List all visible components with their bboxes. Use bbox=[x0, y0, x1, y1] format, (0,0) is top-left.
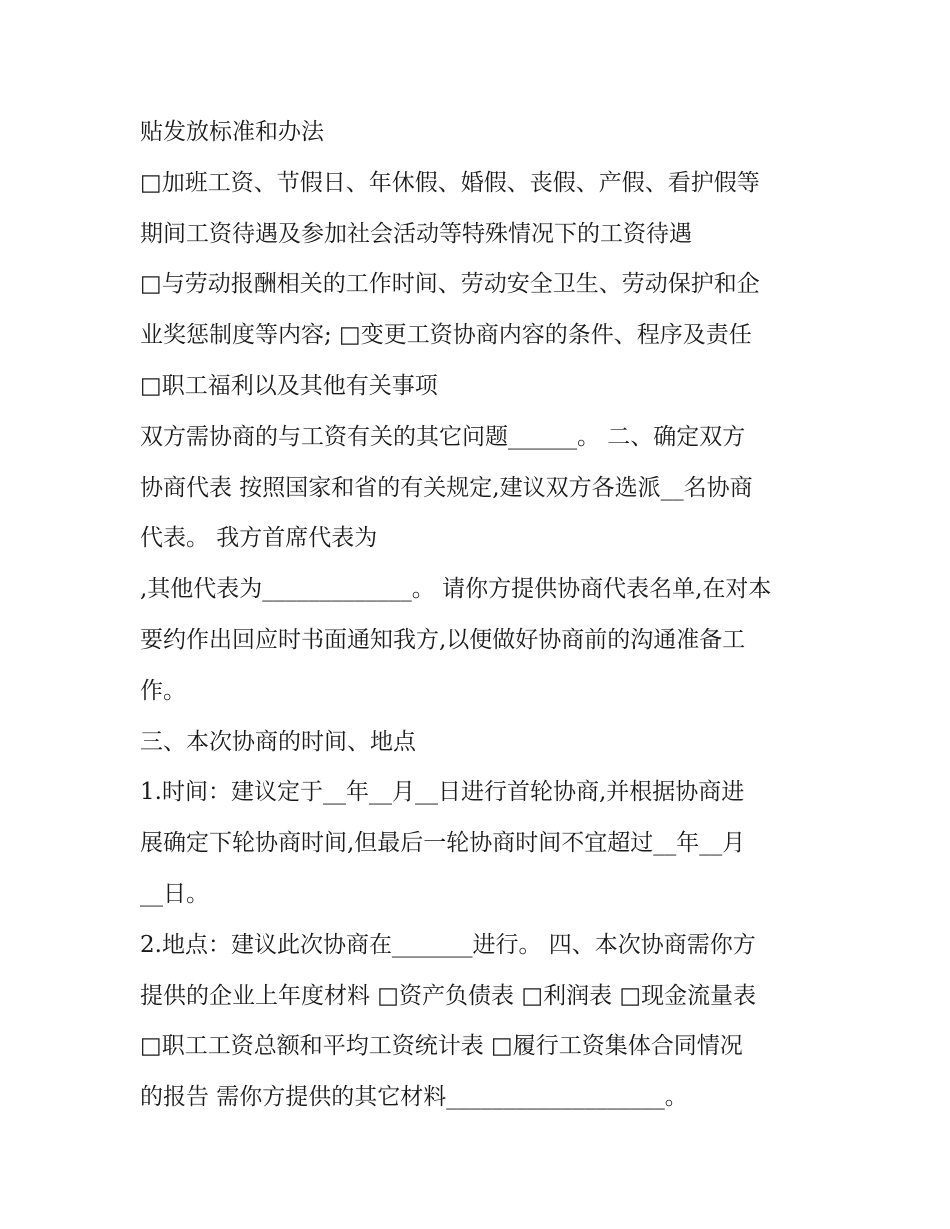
text-line: 2.地点：建议此次协商在_______进行。 四、本次协商需你方 bbox=[140, 931, 756, 958]
document-body bbox=[140, 107, 820, 1123]
text-line: 期间工资待遇及参加社会活动等特殊情况下的工资待遇 bbox=[140, 220, 692, 247]
text-line: 协商代表 按照国家和省的有关规定,建议双方各选派__名协商 bbox=[140, 474, 753, 501]
text-line: □职工福利以及其他有关事项 bbox=[140, 372, 438, 399]
text-line: 展确定下轮协商时间,但最后一轮协商时间不宜超过__年__月 bbox=[140, 830, 746, 857]
text-line: 的报告 需你方提供的其它材料___________________。 bbox=[140, 1084, 688, 1111]
text-line: 双方需协商的与工资有关的其它问题______。 二、确定双方 bbox=[140, 423, 746, 450]
text-line: 1.时间：建议定于__年__月__日进行首轮协商,并根据协商进 bbox=[140, 779, 745, 806]
section-heading: 三、本次协商的时间、地点 bbox=[140, 728, 416, 755]
text-line: 提供的企业上年度材料 □资产负债表 □利润表 □现金流量表 bbox=[140, 982, 757, 1009]
text-line: 贴发放标准和办法 bbox=[140, 119, 324, 145]
text-line: __日。 bbox=[140, 880, 209, 907]
text-line: □加班工资、节假日、年休假、婚假、丧假、产假、看护假等 bbox=[140, 169, 760, 196]
text-line: 业奖惩制度等内容; □变更工资协商内容的条件、程序及责任 bbox=[140, 322, 752, 349]
text-line: □职工工资总额和平均工资统计表 □履行工资集体合同情况 bbox=[140, 1033, 743, 1060]
text-line: 要约作出回应时书面通知我方,以便做好协商前的沟通准备工 bbox=[140, 626, 746, 653]
text-line: 作。 bbox=[140, 677, 186, 704]
text-line: 代表。 我方首席代表为 bbox=[140, 525, 378, 552]
text-line: ,其他代表为_____________。 请你方提供协商代表名单,在对本 bbox=[140, 576, 772, 603]
text-line: □与劳动报酬相关的工作时间、劳动安全卫生、劳动保护和企 bbox=[140, 271, 760, 298]
